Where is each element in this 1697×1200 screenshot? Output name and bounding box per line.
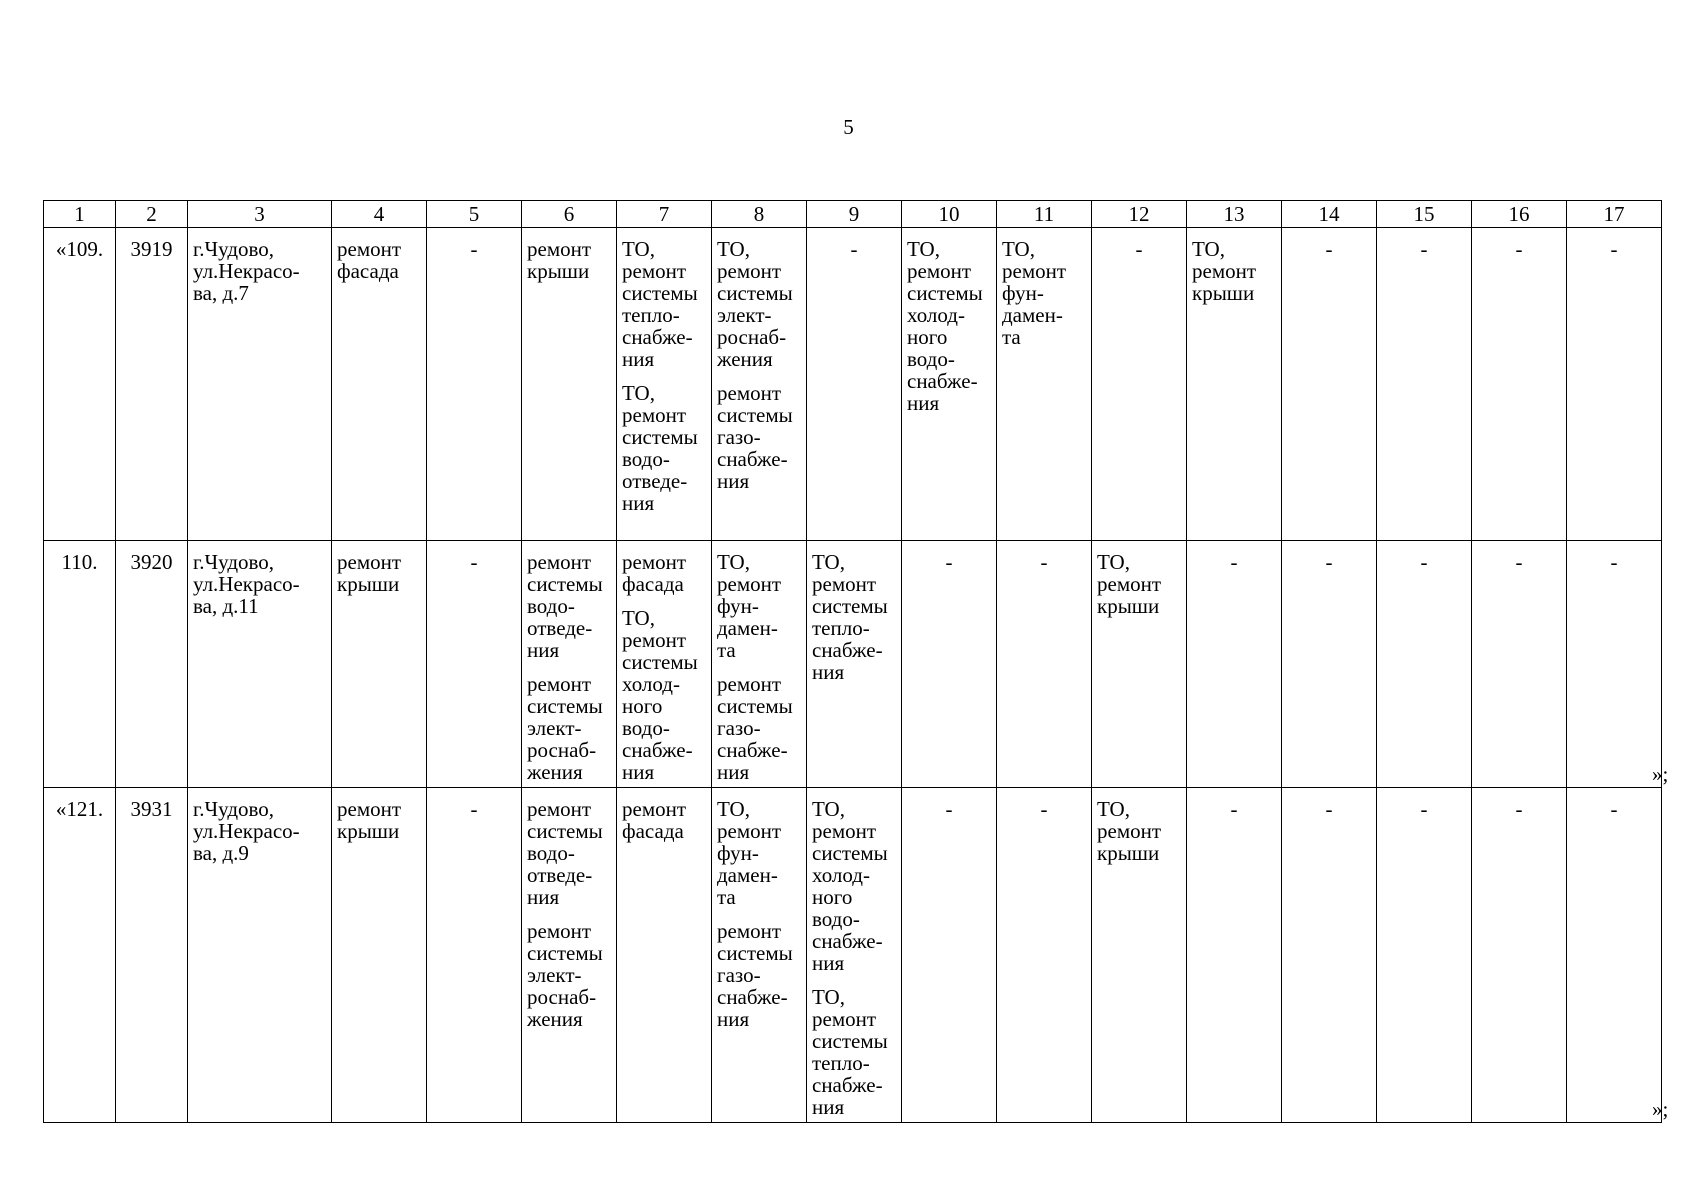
cell-text-line: ния [527, 885, 560, 909]
table-cell-empty: - [1377, 228, 1472, 541]
cell-text-block [622, 551, 709, 595]
cell-text-line: дамен- [717, 616, 778, 640]
cell-text-line: элект- [527, 963, 582, 987]
cell-text-line: снабже- [812, 1073, 883, 1097]
cell-text-line: фун- [717, 594, 759, 618]
cell-text-line: крыши [1097, 841, 1160, 865]
cell-text-line: ремонт [717, 919, 782, 943]
cell-text-line: ремонт [1192, 259, 1257, 283]
cell-text-block [193, 551, 329, 617]
table-cell-empty: - [427, 228, 522, 541]
cell-text-line: ТО, [1002, 237, 1035, 261]
table-cell-empty: - [1092, 228, 1187, 541]
cell-text-line: водо- [527, 841, 575, 865]
cell-text-line: системы [812, 841, 888, 865]
cell-text-block [337, 798, 424, 842]
table-cell-empty: - [997, 541, 1092, 788]
cell-text-block [527, 798, 614, 908]
cell-text-line: ния [717, 760, 750, 784]
cell-text-line: ремонт [717, 259, 782, 283]
cell-text-line: ва, д.7 [193, 281, 249, 305]
cell-text-line: фун- [1002, 281, 1044, 305]
cell-text-line: жения [527, 1007, 583, 1031]
column-header-11: 11 [997, 201, 1092, 228]
cell-text-line: ного [812, 885, 853, 909]
cell-text-line: ремонт [527, 797, 592, 821]
cell-text-line: ремонт [717, 572, 782, 596]
cell-text-block [622, 238, 709, 370]
table-cell-empty: - [1472, 788, 1567, 1123]
cell-text-line: холод- [622, 672, 680, 696]
cell-text-line: ремонт [812, 819, 877, 843]
cell-text-line: ремонт [1097, 572, 1162, 596]
cell-text-line: ТО, [1097, 797, 1130, 821]
column-header-4: 4 [332, 201, 427, 228]
table-cell [1092, 541, 1187, 788]
cell-text-line: ремонт [622, 259, 687, 283]
cell-text-line: ного [907, 325, 948, 349]
table-body [44, 228, 1662, 1123]
cell-text-line: ремонт [622, 628, 687, 652]
cell-text-line: ремонт [717, 672, 782, 696]
cell-text-line: ремонт [622, 550, 687, 574]
cell-text-line: та [717, 885, 736, 909]
cell-text-line: жения [527, 760, 583, 784]
cell-text-line: фун- [717, 841, 759, 865]
cell-text-line: водо- [907, 347, 955, 371]
cell-text-block [527, 551, 614, 661]
cell-text-line: газо- [717, 963, 761, 987]
cell-text-line: ул.Некрасо- [193, 572, 300, 596]
cell-text-line: системы [717, 281, 793, 305]
table-row [44, 228, 1662, 541]
cell-text-line: ремонт [907, 259, 972, 283]
cell-text-line: отведе- [527, 863, 593, 887]
column-header-3: 3 [188, 201, 332, 228]
table-cell [522, 541, 617, 788]
table-cell-number: «109. [44, 228, 116, 541]
cell-text-line: жения [717, 347, 773, 371]
cell-text-line: г.Чудово, [193, 237, 275, 261]
cell-text-line: ул.Некрасо- [193, 819, 300, 843]
column-header-9: 9 [807, 201, 902, 228]
header-row [44, 201, 1662, 228]
table-cell-number: 3920 [116, 541, 188, 788]
cell-text-line: газо- [717, 716, 761, 740]
cell-text-block [527, 673, 614, 783]
cell-text-line: водо- [622, 716, 670, 740]
cell-text-line: ния [812, 660, 845, 684]
cell-text-line: ния [812, 951, 845, 975]
cell-text-line: ния [717, 469, 750, 493]
cell-text-line: крыши [527, 259, 590, 283]
cell-text-line: снабже- [717, 447, 788, 471]
column-header-2: 2 [116, 201, 188, 228]
cell-text-line: роснаб- [717, 325, 787, 349]
cell-text-line: системы [527, 572, 603, 596]
cell-text-line: г.Чудово, [193, 550, 275, 574]
cell-text-line: ТО, [812, 797, 845, 821]
cell-text-line: та [1002, 325, 1021, 349]
cell-text-line: ремонт [812, 1007, 877, 1031]
cell-text-line: дамен- [1002, 303, 1063, 327]
cell-text-line: г.Чудово, [193, 797, 275, 821]
column-header-10: 10 [902, 201, 997, 228]
cell-text-line: снабже- [812, 638, 883, 662]
cell-text-block [622, 382, 709, 514]
cell-text-block [812, 551, 899, 683]
cell-text-line: ТО, [622, 237, 655, 261]
cell-text-line: системы [527, 694, 603, 718]
table-cell-empty: - [902, 541, 997, 788]
table-header [44, 201, 1662, 228]
cell-text-line: системы [622, 281, 698, 305]
cell-text-line: элект- [717, 303, 772, 327]
cell-text-line: ния [717, 1007, 750, 1031]
cell-text-line: системы [527, 819, 603, 843]
cell-text-line: системы [527, 941, 603, 965]
cell-text-line: роснаб- [527, 738, 597, 762]
cell-text-line: тепло- [812, 1051, 870, 1075]
table-cell [1187, 228, 1282, 541]
cell-text-line: фасада [337, 259, 399, 283]
table-cell [712, 788, 807, 1123]
repair-schedule-table [43, 200, 1662, 1123]
cell-text-line: ремонт [337, 237, 402, 261]
table-cell-empty: - [427, 541, 522, 788]
cell-text-line: системы [907, 281, 983, 305]
cell-text-line: ва, д.11 [193, 594, 259, 618]
cell-text-block [717, 382, 804, 492]
table-cell [997, 228, 1092, 541]
cell-text-line: ТО, [717, 237, 750, 261]
cell-text-line: фасада [622, 819, 684, 843]
column-header-1: 1 [44, 201, 116, 228]
cell-text-line: ремонт [1002, 259, 1067, 283]
cell-text-line: ремонт [527, 237, 592, 261]
column-header-13: 13 [1187, 201, 1282, 228]
cell-text-block [337, 238, 424, 282]
column-header-6: 6 [522, 201, 617, 228]
cell-text-line: ния [622, 347, 655, 371]
cell-text-block [1097, 798, 1184, 864]
cell-text-block [527, 920, 614, 1030]
cell-text-line: системы [717, 694, 793, 718]
cell-text-line: ния [812, 1095, 845, 1119]
page-number: 5 [843, 115, 854, 139]
cell-text-block [1002, 238, 1089, 348]
cell-text-line: ТО, [812, 550, 845, 574]
cell-text-block [1192, 238, 1279, 304]
column-header-16: 16 [1472, 201, 1567, 228]
column-header-8: 8 [712, 201, 807, 228]
cell-text-line: отведе- [622, 469, 688, 493]
cell-text-line: ТО, [1097, 550, 1130, 574]
cell-text-line: фасада [622, 572, 684, 596]
table-cell-empty: - [1377, 788, 1472, 1123]
table-cell-empty: - [1377, 541, 1472, 788]
table-cell-empty: - [807, 228, 902, 541]
cell-text-line: системы [812, 594, 888, 618]
column-header-15: 15 [1377, 201, 1472, 228]
cell-text-block [193, 798, 329, 864]
cell-text-line: крыши [1192, 281, 1255, 305]
cell-text-line: ремонт [527, 550, 592, 574]
cell-text-line: снабже- [622, 325, 693, 349]
table-cell [902, 228, 997, 541]
table-cell [617, 788, 712, 1123]
table-cell-empty: - [1472, 228, 1567, 541]
cell-text-line: системы [717, 403, 793, 427]
cell-text-line: крыши [337, 819, 400, 843]
table-cell-empty: - [997, 788, 1092, 1123]
cell-text-line: ремонт [717, 381, 782, 405]
table-cell-number: «121. [44, 788, 116, 1123]
cell-text-line: ТО, [622, 606, 655, 630]
cell-text-line: ремонт [527, 672, 592, 696]
cell-text-line: водо- [812, 907, 860, 931]
cell-text-block [1097, 551, 1184, 617]
cell-text-line: ремонт [717, 819, 782, 843]
cell-text-line: та [717, 638, 736, 662]
table-cell-empty: - [1472, 541, 1567, 788]
column-header-7: 7 [617, 201, 712, 228]
cell-text-line: крыши [337, 572, 400, 596]
cell-text-line: ТО, [622, 381, 655, 405]
cell-text-block [717, 920, 804, 1030]
cell-text-line: ТО, [812, 985, 845, 1009]
cell-text-line: тепло- [812, 616, 870, 640]
table-cell [807, 541, 902, 788]
table-cell-empty: - [902, 788, 997, 1123]
cell-text-line: ремонт [812, 572, 877, 596]
table-cell-number: 110. [44, 541, 116, 788]
table-cell [1092, 788, 1187, 1123]
table-cell-empty: - [1187, 541, 1282, 788]
cell-text-block [907, 238, 994, 414]
cell-text-line: снабже- [622, 738, 693, 762]
table-cell [332, 228, 427, 541]
cell-text-block [717, 238, 804, 370]
table-cell-empty: - [1567, 541, 1662, 788]
cell-text-line: роснаб- [527, 985, 597, 1009]
table-cell-empty: - [1567, 788, 1662, 1123]
row-closing-quote: »; [1652, 1096, 1669, 1121]
table-row [44, 788, 1662, 1123]
cell-text-line: ремонт [337, 797, 402, 821]
cell-text-line: тепло- [622, 303, 680, 327]
cell-text-line: системы [717, 941, 793, 965]
cell-text-line: снабже- [717, 738, 788, 762]
table-row [44, 541, 1662, 788]
cell-text-line: ремонт [622, 797, 687, 821]
table-cell [807, 788, 902, 1123]
table-cell [332, 788, 427, 1123]
table-cell [617, 541, 712, 788]
table-cell-empty: - [1282, 541, 1377, 788]
cell-text-line: системы [622, 425, 698, 449]
cell-text-line: снабже- [907, 369, 978, 393]
cell-text-block [527, 238, 614, 282]
table-cell-empty: - [1282, 788, 1377, 1123]
cell-text-line: ремонт [622, 403, 687, 427]
column-header-12: 12 [1092, 201, 1187, 228]
cell-text-block [622, 607, 709, 783]
table-cell-empty: - [1187, 788, 1282, 1123]
cell-text-line: отведе- [527, 616, 593, 640]
cell-text-line: элект- [527, 716, 582, 740]
cell-text-line: ва, д.9 [193, 841, 249, 865]
table-cell [332, 541, 427, 788]
table-cell [522, 228, 617, 541]
table-cell [617, 228, 712, 541]
cell-text-line: системы [812, 1029, 888, 1053]
cell-text-line: газо- [717, 425, 761, 449]
cell-text-line: ТО, [1192, 237, 1225, 261]
table-cell-number: 3931 [116, 788, 188, 1123]
table-cell-empty: - [1282, 228, 1377, 541]
cell-text-line: холод- [812, 863, 870, 887]
table-cell [712, 541, 807, 788]
cell-text-line: крыши [1097, 594, 1160, 618]
cell-text-block [812, 798, 899, 974]
cell-text-line: снабже- [812, 929, 883, 953]
cell-text-line: водо- [622, 447, 670, 471]
cell-text-line: ния [907, 391, 940, 415]
cell-text-block [717, 798, 804, 908]
cell-text-line: водо- [527, 594, 575, 618]
cell-text-line: системы [622, 650, 698, 674]
table-cell [712, 228, 807, 541]
cell-text-block [337, 551, 424, 595]
cell-text-block [717, 551, 804, 661]
column-header-14: 14 [1282, 201, 1377, 228]
table-cell [188, 541, 332, 788]
column-header-17: 17 [1567, 201, 1662, 228]
cell-text-line: ремонт [1097, 819, 1162, 843]
cell-text-line: ния [527, 638, 560, 662]
row-closing-quote: »; [1652, 761, 1669, 786]
table-cell-empty: - [1567, 228, 1662, 541]
cell-text-line: ремонт [337, 550, 402, 574]
cell-text-line: ТО, [907, 237, 940, 261]
table-cell [522, 788, 617, 1123]
cell-text-block [812, 986, 899, 1118]
cell-text-line: снабже- [717, 985, 788, 1009]
cell-text-block [193, 238, 329, 304]
cell-text-line: ного [622, 694, 663, 718]
table-cell [188, 788, 332, 1123]
cell-text-block [622, 798, 709, 842]
cell-text-line: холод- [907, 303, 965, 327]
cell-text-line: ния [622, 760, 655, 784]
cell-text-line: ТО, [717, 550, 750, 574]
cell-text-block [717, 673, 804, 783]
cell-text-line: ремонт [527, 919, 592, 943]
cell-text-line: ТО, [717, 797, 750, 821]
column-header-5: 5 [427, 201, 522, 228]
table-cell-empty: - [427, 788, 522, 1123]
table-cell [188, 228, 332, 541]
table-cell-number: 3919 [116, 228, 188, 541]
cell-text-line: ул.Некрасо- [193, 259, 300, 283]
cell-text-line: дамен- [717, 863, 778, 887]
cell-text-line: ния [622, 491, 655, 515]
